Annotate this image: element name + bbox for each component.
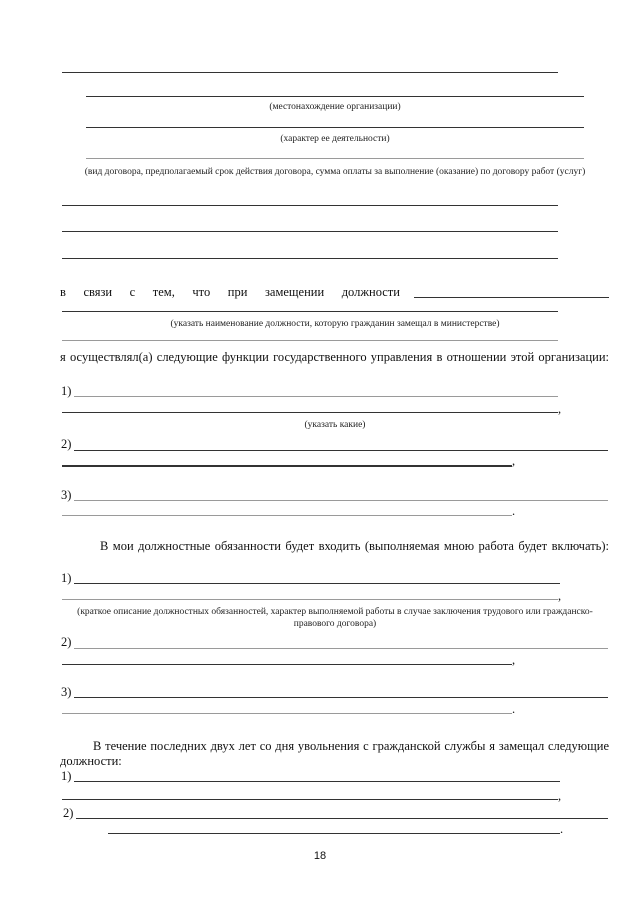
blank-line[interactable] bbox=[62, 465, 512, 467]
item-number: 2) bbox=[63, 806, 74, 820]
blank-line[interactable] bbox=[62, 799, 558, 800]
in-connection-text bbox=[60, 285, 400, 300]
word: что bbox=[192, 285, 211, 299]
blank-line[interactable] bbox=[62, 515, 512, 516]
line-comma: , bbox=[558, 789, 562, 803]
blank-line[interactable] bbox=[62, 231, 558, 232]
item-number: 2) bbox=[61, 635, 72, 649]
item-number: 1) bbox=[61, 384, 72, 398]
word: связи bbox=[83, 285, 113, 299]
position-input-line[interactable] bbox=[414, 297, 609, 298]
functions-text: я осуществлял(а) следующие функции государственного управления в отношении этой организации: bbox=[60, 350, 609, 364]
blank-line[interactable] bbox=[86, 96, 584, 97]
caption-location: (местонахождение организации) bbox=[269, 102, 401, 112]
blank-line[interactable] bbox=[74, 583, 560, 584]
line-period: . bbox=[512, 504, 516, 518]
item-number: 2) bbox=[61, 437, 72, 451]
line-comma: , bbox=[512, 454, 516, 468]
blank-line[interactable] bbox=[86, 127, 584, 128]
caption-contract: (вид договора, предполагаемый срок действия договора, сумма оплаты за выполнение (оказание) по договору работ (услуг) bbox=[84, 167, 586, 177]
item-number: 1) bbox=[61, 769, 72, 783]
item-number: 1) bbox=[61, 571, 72, 585]
blank-line[interactable] bbox=[62, 664, 512, 665]
blank-line[interactable] bbox=[62, 311, 558, 312]
line-comma: , bbox=[558, 589, 562, 603]
blank-line[interactable] bbox=[108, 833, 560, 834]
blank-line[interactable] bbox=[62, 258, 558, 259]
word: в bbox=[60, 285, 66, 299]
caption-duties: (краткое описание должностных обязанностей, характер выполняемой работы в случае заключения трудового или гражданско-правового договора) bbox=[77, 607, 593, 629]
caption-position: (указать наименование должности, которую гражданин замещал в министерстве) bbox=[170, 319, 500, 329]
item-number: 3) bbox=[61, 685, 72, 699]
blank-line[interactable] bbox=[74, 396, 558, 397]
blank-line[interactable] bbox=[86, 158, 584, 159]
blank-line[interactable] bbox=[76, 818, 608, 819]
blank-line[interactable] bbox=[62, 599, 558, 600]
blank-line[interactable] bbox=[74, 648, 608, 649]
word: с bbox=[129, 285, 136, 299]
last-two-years-text: В течение последних двух лет со дня увольнения с гражданской службы я замещал следующие должности: bbox=[60, 739, 609, 768]
word: должности bbox=[341, 285, 400, 299]
blank-line[interactable] bbox=[62, 412, 558, 413]
line-comma: , bbox=[512, 653, 516, 667]
item-number: 3) bbox=[61, 488, 72, 502]
word: тем, bbox=[152, 285, 175, 299]
page-number: 18 bbox=[313, 850, 327, 862]
blank-line[interactable] bbox=[74, 781, 560, 782]
blank-line[interactable] bbox=[62, 205, 558, 206]
word: при bbox=[227, 285, 248, 299]
blank-line[interactable] bbox=[62, 72, 558, 73]
blank-line[interactable] bbox=[74, 450, 608, 451]
line-comma: , bbox=[558, 402, 562, 416]
blank-line[interactable] bbox=[62, 340, 558, 341]
caption-which: (указать какие) bbox=[304, 420, 366, 430]
duties-intro-text: В мои должностные обязанности будет входить (выполняемая мною работа будет включать): bbox=[100, 539, 609, 553]
line-period: . bbox=[560, 822, 564, 836]
line-period: . bbox=[512, 702, 516, 716]
word: замещении bbox=[264, 285, 325, 299]
caption-activity: (характер ее деятельности) bbox=[280, 134, 390, 144]
blank-line[interactable] bbox=[74, 500, 608, 501]
blank-line[interactable] bbox=[74, 697, 608, 698]
blank-line[interactable] bbox=[62, 713, 512, 714]
